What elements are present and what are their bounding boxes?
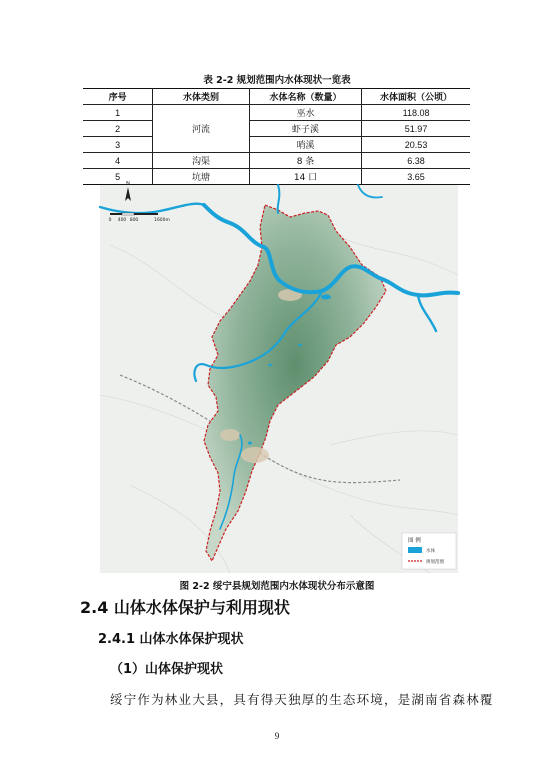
map-legend	[402, 533, 456, 569]
table-row	[83, 121, 470, 137]
table-row	[83, 105, 470, 121]
legend-label-water: 水体	[426, 549, 435, 554]
scale-tick-3: 1600m	[154, 218, 170, 223]
cell-no: 4	[83, 153, 153, 169]
page-number: 9	[274, 731, 280, 741]
cell-area: 118.08	[362, 105, 470, 121]
table-row	[83, 137, 470, 153]
cell-no: 1	[83, 105, 153, 121]
col-header-no: 序号	[83, 89, 153, 105]
svg-text:N: N	[126, 181, 130, 187]
cell-name: 虾子溪	[249, 121, 361, 137]
water-status-table	[83, 88, 470, 185]
cell-no: 3	[83, 137, 153, 153]
cell-name: 8 条	[249, 153, 361, 169]
col-header-category: 水体类别	[153, 89, 250, 105]
cell-area: 20.53	[362, 137, 470, 153]
section-heading-2-4: 2.4 山体水体保护与利用现状	[80, 598, 290, 617]
cell-category-river: 河流	[153, 105, 250, 153]
cell-no: 2	[83, 121, 153, 137]
cell-area: 51.97	[362, 121, 470, 137]
table-row	[83, 153, 470, 169]
cell-area: 3.65	[362, 169, 470, 185]
section-heading-2-4-1: 2.4.1 山体水体保护现状	[98, 632, 244, 647]
cell-category: 沟渠	[153, 153, 250, 169]
legend-swatch-water	[408, 547, 422, 553]
body-paragraph: 绥宁作为林业大县，具有得天独厚的生态环境，是湖南省森林覆	[110, 692, 494, 707]
scale-tick-1: 400	[117, 218, 127, 223]
legend-label-boundary: 规划范围	[426, 560, 444, 565]
water-distribution-map	[100, 181, 458, 573]
table-header-row	[83, 89, 470, 105]
cell-name: 14 口	[249, 169, 361, 185]
col-header-name: 水体名称（数量）	[249, 89, 361, 105]
cell-no: 5	[83, 169, 153, 185]
legend-title: 图 例	[408, 538, 421, 544]
scale-tick-0: 0	[108, 218, 112, 223]
cell-name: 巫水	[249, 105, 361, 121]
table-caption: 表 2-2 规划范围内水体现状一览表	[203, 75, 351, 86]
col-header-area: 水体面积（公顷）	[362, 89, 470, 105]
subsection-heading: （1）山体保护现状	[110, 662, 224, 677]
cell-category: 坑塘	[153, 169, 250, 185]
scale-tick-2: 800	[129, 218, 139, 223]
cell-name: 哨溪	[249, 137, 361, 153]
figure-caption: 图 2-2 绥宁县规划范围内水体现状分布示意图	[179, 581, 375, 592]
table-row	[83, 169, 470, 185]
cell-area: 6.38	[362, 153, 470, 169]
